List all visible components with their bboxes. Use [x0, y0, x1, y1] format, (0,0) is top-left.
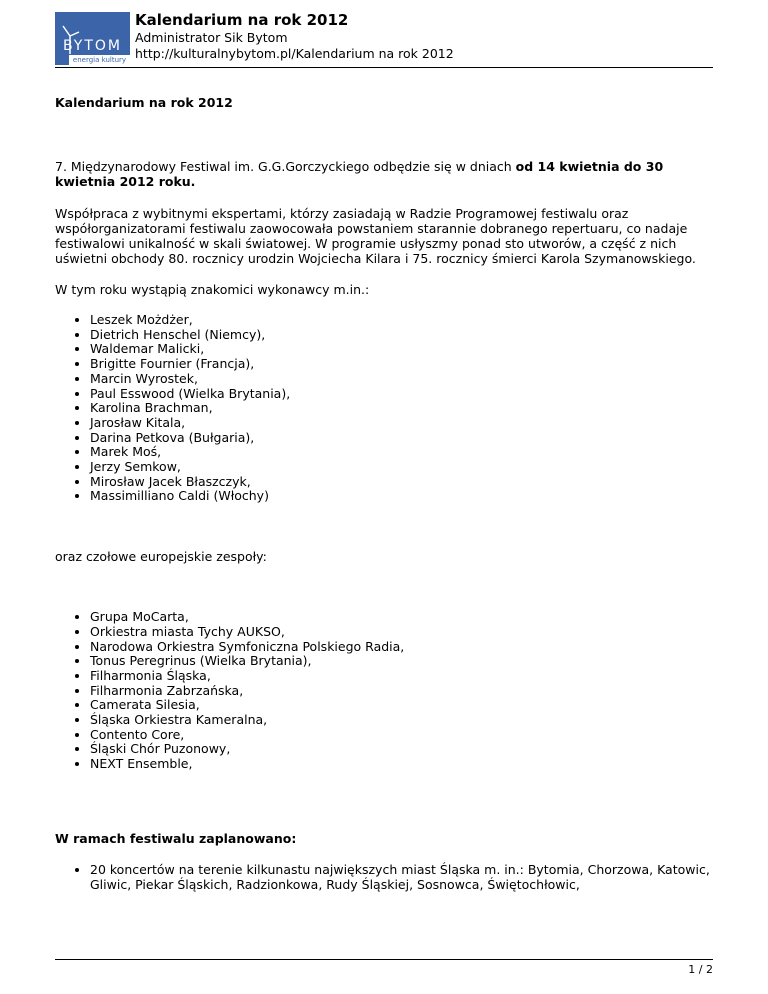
- performers-list: [55, 313, 713, 504]
- description-paragraph: Współpraca z wybitnymi ekspertami, którzy zasiadają w Radzie Programowej festiwalu oraz współorganizatorami festiwalu zaowocowała powstaniem starannie dobranego repertuaru, co nadaje festiwalowi unikalność w skali światowej. W programie usłyszmy ponad sto utworów, a część z nich uświetni obchody 80. rocznicy urodzin Wojciecha Kilara i 75. rocznicy śmierci Karola Szymanowskiego.: [55, 206, 696, 266]
- ensembles-list: [55, 610, 713, 772]
- list-item: • Massimilliano Caldi (Włochy): [90, 489, 713, 504]
- ensembles-intro: oraz czołowe europejskie zespoły:: [55, 549, 267, 565]
- footer-divider: [55, 959, 713, 960]
- list-item: • NEXT Ensemble,: [90, 757, 713, 772]
- list-item: • Orkiestra miasta Tychy AUKSO,: [90, 625, 713, 640]
- intro-text: 7. Międzynarodowy Festiwal im. G.G.Gorczyckiego odbędzie się w dniach: [55, 159, 516, 174]
- list-item: • Filharmonia Śląska,: [90, 669, 713, 684]
- list-item: • Filharmonia Zabrzańska,: [90, 684, 713, 699]
- list-item: • Marek Moś,: [90, 445, 713, 460]
- list-item: • Paul Esswood (Wielka Brytania),: [90, 387, 713, 402]
- list-item: • Śląska Orkiestra Kameralna,: [90, 713, 713, 728]
- header-divider: [55, 67, 713, 68]
- plan-heading: W ramach festiwalu zaplanowano:: [55, 830, 297, 846]
- list-item: • Darina Petkova (Bułgaria),: [90, 431, 713, 446]
- list-item: • Karolina Brachman,: [90, 401, 713, 416]
- list-item: • Śląski Chór Puzonowy,: [90, 742, 713, 757]
- list-item: • Mirosław Jacek Błaszczyk,: [90, 475, 713, 490]
- header-title: Kalendarium na rok 2012: [135, 11, 349, 29]
- header-url[interactable]: http://kulturalnybytom.pl/Kalendarium na rok 2012: [135, 46, 454, 61]
- list-item: • Waldemar Malicki,: [90, 342, 713, 357]
- article: [55, 95, 713, 892]
- logo-tagline: energia kultury: [69, 55, 130, 65]
- article-title: Kalendarium na rok 2012: [55, 95, 233, 110]
- bytom-logo: [55, 12, 130, 65]
- header-text: [135, 10, 454, 62]
- list-item: • 20 koncertów na terenie kilkunastu największych miast Śląska m. in.: Bytomia, Chorzowa, Katowic, Gliwic, Piekar Śląskich, Radzionkowa, Rudy Śląskiej, Sosnowca, Świętochłowic,: [90, 863, 713, 892]
- list-item: • Jerzy Semkow,: [90, 460, 713, 475]
- intro-paragraph: [55, 159, 713, 189]
- list-item: • Marcin Wyrostek,: [90, 372, 713, 387]
- intro-dates: od 14 kwietnia do 30 kwietnia 2012 roku.: [55, 159, 664, 189]
- list-item: • Grupa MoCarta,: [90, 610, 713, 625]
- page-number: 1 / 2: [688, 963, 713, 976]
- page-header: [55, 10, 713, 67]
- header-author: Administrator Sik Bytom: [135, 30, 288, 45]
- list-item: • Tonus Peregrinus (Wielka Brytania),: [90, 654, 713, 669]
- list-item: • Jarosław Kitala,: [90, 416, 713, 431]
- list-item: • Narodowa Orkiestra Symfoniczna Polskiego Radia,: [90, 640, 713, 655]
- logo-wordmark: BYTOM: [62, 38, 123, 54]
- performers-intro: W tym roku wystąpią znakomici wykonawcy m.in.:: [55, 282, 370, 297]
- list-item: • Camerata Silesia,: [90, 698, 713, 713]
- list-item: • Leszek Możdżer,: [90, 313, 713, 328]
- list-item: • Dietrich Henschel (Niemcy),: [90, 328, 713, 343]
- list-item: • Brigitte Fournier (Francja),: [90, 357, 713, 372]
- list-item: • Contento Core,: [90, 728, 713, 743]
- plan-list: [55, 863, 713, 892]
